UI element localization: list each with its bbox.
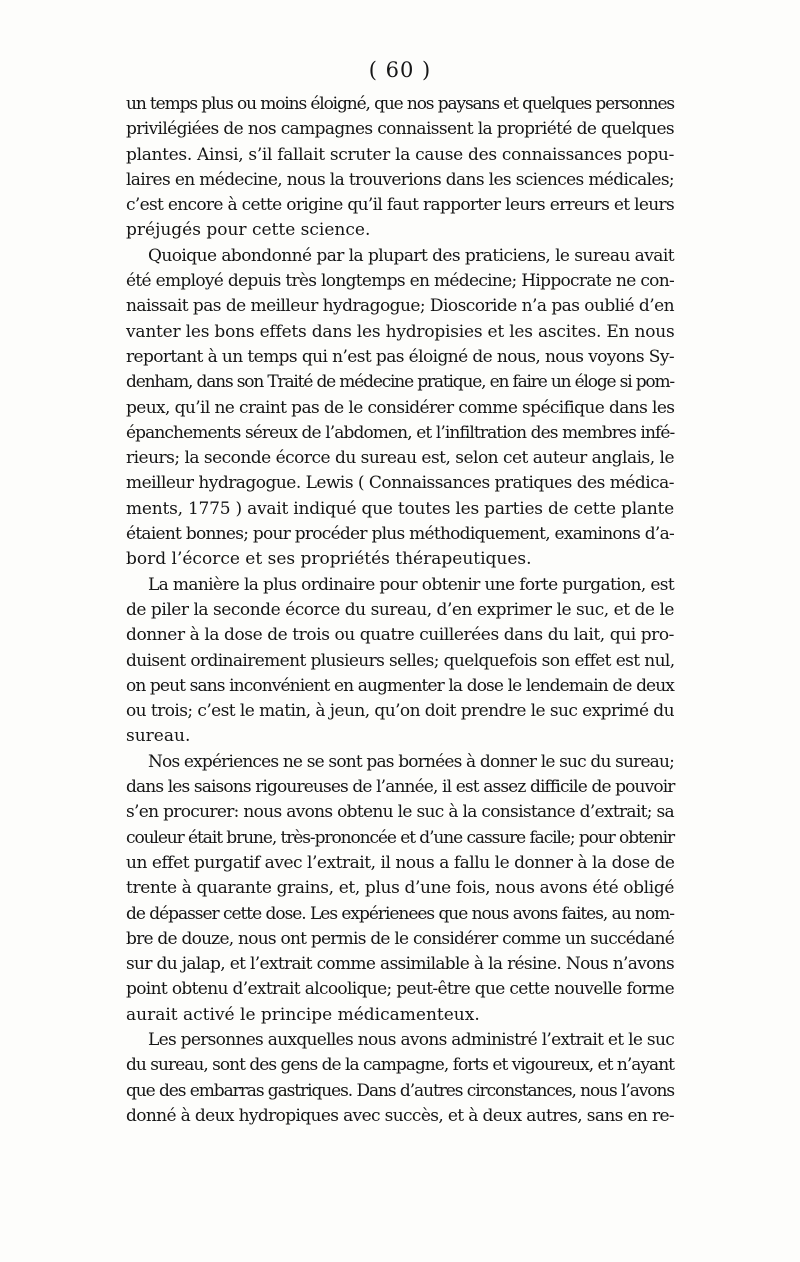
text-line: laires en médecine, nous la trouverions dans les sciences médicales; (126, 169, 674, 190)
text-line: bord l’écorce et ses propriétés thérapeutiques. (126, 549, 532, 570)
text-line: que des embarras gastriques. Dans d’autres circonstances, nous l’avons (126, 1080, 674, 1101)
text-line: rieurs; la seconde écorce du sureau est, selon cet auteur anglais, le (126, 448, 674, 469)
text-line: ments, 1775 ) avait indiqué que toutes les parties de cette plante (126, 498, 675, 519)
text-line: étaient bonnes; pour procéder plus méthodiquement, examinons d’a- (126, 524, 674, 545)
text-line: plantes. Ainsi, s’il fallait scruter la cause des connaissances popu- (126, 144, 674, 165)
text-line: de piler la seconde écorce du sureau, d’en exprimer le suc, et de le (126, 599, 675, 620)
text-line: un effet purgatif avec l’extrait, il nous a fallu le donner à la dose de (126, 852, 675, 873)
text-line: La manière la plus ordinaire pour obtenir une forte purgation, est (148, 574, 675, 595)
text-line: Les personnes auxquelles nous avons administré l’extrait et le suc (148, 1029, 675, 1050)
text-line: ou trois; c’est le matin, à jeun, qu’on doit prendre le suc exprimé du (126, 701, 674, 722)
paragraph (126, 573, 674, 750)
text-line: privilégiées de nos campagnes connaissent la propriété de quelques (126, 119, 675, 140)
paragraph (126, 244, 674, 573)
text-line: vanter les bons effets dans les hydropisies et les ascites. En nous (126, 321, 675, 342)
text-line: Quoique abondonné par la plupart des praticiens, le sureau avait (148, 245, 674, 266)
text-line: on peut sans inconvénient en augmenter la dose le lendemain de deux (126, 675, 674, 696)
text-line: couleur était brune, très-prononcée et d’une cassure facile; pour obtenir (126, 827, 675, 848)
text-line: donné à deux hydropiques avec succès, et à deux autres, sans en re- (126, 1105, 675, 1126)
text-line: sureau. (126, 726, 191, 747)
text-line: duisent ordinairement plusieurs selles; quelquefois son effet est nul, (126, 650, 675, 671)
text-line: meilleur hydragogue. Lewis ( Connaissances pratiques des médica- (126, 473, 674, 494)
text-line: épanchements séreux de l’abdomen, et l’infiltration des membres infé- (126, 422, 675, 443)
body-text (126, 92, 674, 1129)
text-line: donner à la dose de trois ou quatre cuillerées dans du lait, qui pro- (126, 625, 674, 646)
text-line: reportant à un temps qui n’est pas éloigné de nous, nous voyons Sy- (126, 346, 674, 367)
page-number: ( 60 ) (368, 58, 432, 82)
text-line: un temps plus ou moins éloigné, que nos paysans et quelques personnes (126, 94, 675, 114)
text-line: Nos expériences ne se sont pas bornées à donner le suc du sureau; (148, 751, 674, 772)
paragraph (126, 92, 674, 244)
text-line: c’est encore à cette origine qu’il faut rapporter leurs erreurs et leurs (126, 195, 674, 216)
paragraph (126, 1028, 674, 1129)
paragraph (126, 750, 674, 1028)
text-line: bre de douze, nous ont permis de le considérer comme un succédané (126, 928, 675, 949)
text-line: dans les saisons rigoureuses de l’année, il est assez difficile de pouvoir (126, 777, 675, 798)
text-line: point obtenu d’extrait alcoolique; peut-être que cette nouvelle forme (126, 979, 675, 1000)
text-line: peux, qu’il ne craint pas de le considérer comme spécifique dans les (126, 397, 675, 418)
text-line: trente à quarante grains, et, plus d’une fois, nous avons été obligé (126, 878, 675, 899)
text-line: s’en procurer: nous avons obtenu le suc à la consistance d’extrait; sa (126, 802, 674, 823)
text-line: préjugés pour cette science. (126, 220, 371, 241)
text-line: naissait pas de meilleur hydragogue; Dioscoride n’a pas oublié d’en (126, 296, 674, 317)
text-line: du sureau, sont des gens de la campagne, forts et vigoureux, et n’ayant (126, 1055, 675, 1076)
text-line: denham, dans son Traité de médecine pratique, en faire un éloge si pom- (126, 372, 674, 393)
text-line: de dépasser cette dose. Les expérienees que nous avons faites, au nom- (126, 903, 674, 924)
text-line: aurait activé le principe médicamenteux. (126, 1004, 480, 1025)
text-line: été employé depuis très longtemps en médecine; Hippocrate ne con- (126, 271, 674, 292)
text-line: sur du jalap, et l’extrait comme assimilable à la résine. Nous n’avons (126, 954, 675, 975)
